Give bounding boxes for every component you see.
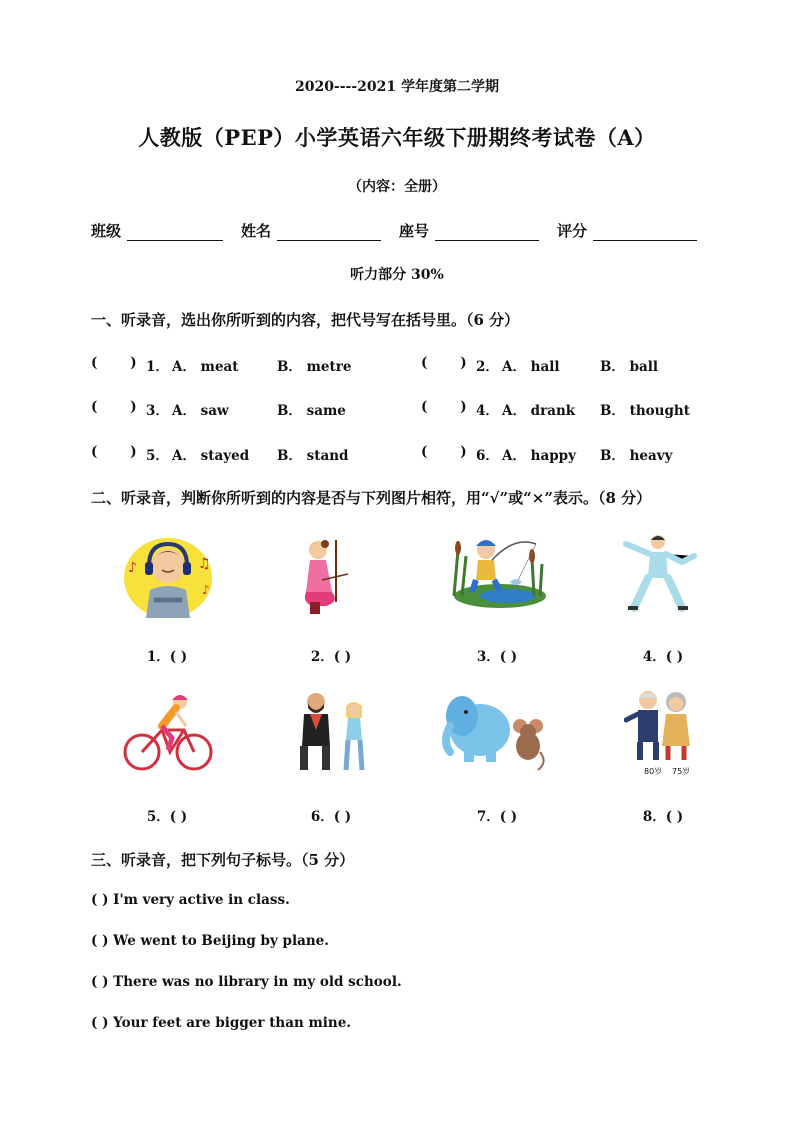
exam-title: 人教版（PEP）小学英语六年级下册期终考试卷（A）	[138, 125, 656, 150]
q4-number: 4．	[476, 403, 499, 419]
girl-erhu-picture	[292, 536, 352, 616]
age-label-75: 75岁	[672, 767, 691, 776]
q3-number: 3．	[146, 403, 169, 419]
student-info-row	[91, 220, 721, 241]
content-note: （内容：全册）	[348, 179, 446, 195]
q5-option-a: A． stayed	[172, 448, 250, 464]
sentence-4[interactable]: ( ) Your feet are bigger than mine.	[91, 1015, 352, 1031]
q1-option-b: B． metre	[277, 359, 352, 375]
q5-paren[interactable]: ( )	[91, 444, 137, 460]
svg-text:♫: ♫	[198, 556, 211, 572]
sentence-2[interactable]: ( ) We went to Beijing by plane.	[91, 933, 329, 949]
boy-headphones-picture	[120, 530, 216, 622]
svg-text:♪: ♪	[202, 583, 210, 597]
svg-text:♪: ♪	[128, 560, 137, 576]
picture-label-6[interactable]: 6．( )	[310, 809, 352, 825]
section1-title: 一、听录音，选出你所听到的内容，把代号写在括号里。（6 分）	[91, 311, 520, 329]
age-label-80: 80岁	[644, 767, 663, 776]
man-taichi-picture	[620, 532, 700, 614]
picture-label-3[interactable]: 3．( )	[476, 649, 518, 665]
girl-cycling-picture	[122, 692, 214, 774]
listening-part-heading: 听力部分 30%	[350, 267, 444, 283]
term-heading: 2020----2021 学年度第二学期	[294, 79, 500, 95]
picture-label-8[interactable]: 8．( )	[642, 809, 684, 825]
q4-option-a: A． drank	[502, 403, 576, 419]
picture-label-1[interactable]: 1．( )	[146, 649, 188, 665]
sentence-1[interactable]: ( ) I'm very active in class.	[91, 892, 290, 908]
q6-option-a: A． happy	[502, 448, 576, 464]
old-couple-picture	[624, 686, 700, 778]
q4-option-b: B． thought	[600, 403, 690, 419]
q1-number: 1．	[146, 359, 169, 375]
q6-option-b: B． heavy	[600, 448, 673, 464]
picture-label-7[interactable]: 7．( )	[476, 809, 518, 825]
q1-paren[interactable]: ( )	[91, 355, 137, 371]
q6-paren[interactable]: ( )	[421, 444, 467, 460]
q4-paren[interactable]: ( )	[421, 399, 467, 415]
section3-title: 三、听录音，把下列句子标号。（5 分）	[91, 851, 355, 869]
q6-number: 6．	[476, 448, 499, 464]
q3-paren[interactable]: ( )	[91, 399, 137, 415]
q5-option-b: B． stand	[277, 448, 349, 464]
q3-option-b: B． same	[277, 403, 346, 419]
q1-option-a: A． meat	[172, 359, 239, 375]
picture-label-5[interactable]: 5．( )	[146, 809, 188, 825]
section2-title: 二、听录音，判断你所听到的内容是否与下列图片相符，用“√”或“×”表示。（8 分）	[91, 489, 652, 507]
q2-paren[interactable]: ( )	[421, 355, 467, 371]
class-field[interactable]: 班级	[91, 220, 223, 241]
picture-label-2[interactable]: 2．( )	[310, 649, 352, 665]
seat-field[interactable]: 座号	[399, 220, 539, 241]
picture-label-4[interactable]: 4．( )	[642, 649, 684, 665]
name-field[interactable]: 姓名	[241, 220, 381, 241]
q2-option-b: B． ball	[600, 359, 659, 375]
sentence-3[interactable]: ( ) There was no library in my old school.	[91, 974, 402, 990]
elephant-mouse-picture	[440, 686, 550, 776]
man-woman-picture	[296, 690, 372, 774]
q2-option-a: A． hall	[502, 359, 560, 375]
boy-fishing-picture	[448, 530, 548, 610]
q3-option-a: A． saw	[172, 403, 229, 419]
q2-number: 2．	[476, 359, 499, 375]
q5-number: 5．	[146, 448, 169, 464]
score-field[interactable]: 评分	[557, 220, 697, 241]
